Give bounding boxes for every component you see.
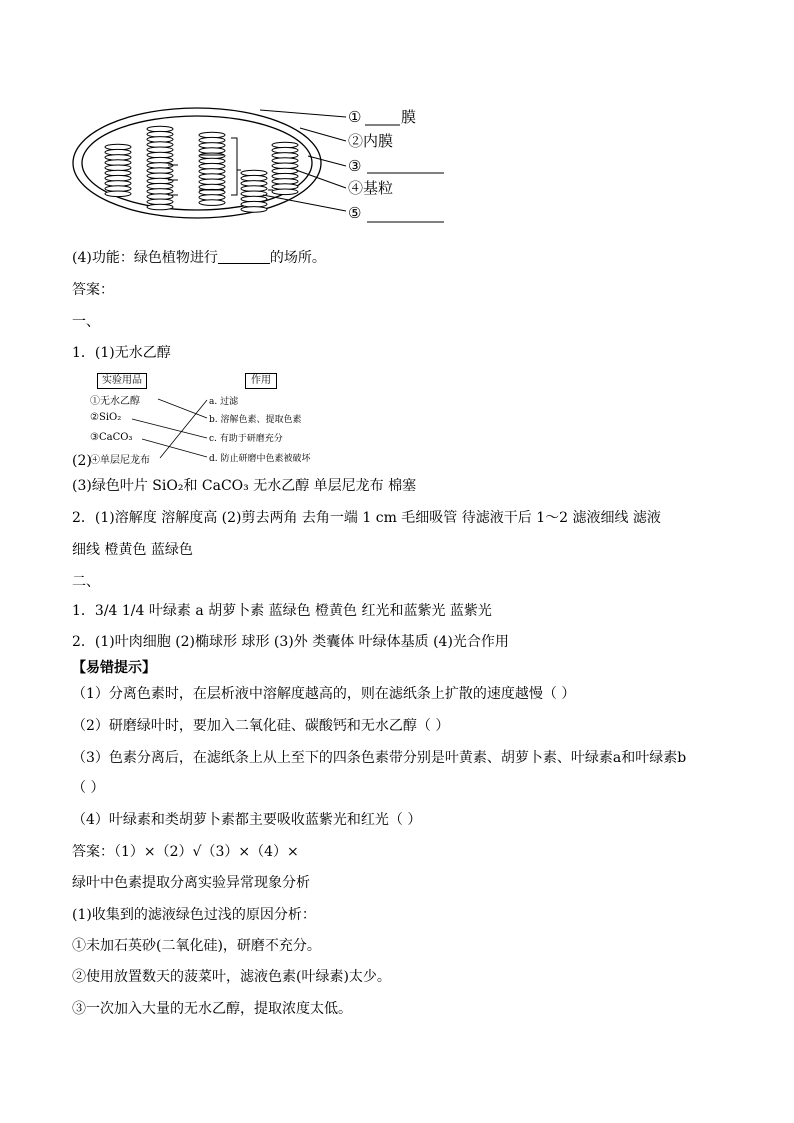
- answer-title: 答案：: [72, 282, 114, 298]
- analysis-item-2: ②使用放置数天的菠菜叶，滤液色素(叶绿素)太少。: [72, 969, 391, 985]
- analysis-item-3: ③一次加入大量的无水乙醇，提取浓度太低。: [72, 1001, 352, 1017]
- thylakoid-disc: [241, 207, 267, 213]
- label-3: ③: [348, 157, 362, 175]
- thylakoid-disc: [272, 189, 298, 195]
- label-5: ⑤: [348, 204, 362, 222]
- errors-answer: 答案：（1）×（2）√（3）×（4）×: [72, 844, 299, 860]
- matching-lines: [88, 371, 358, 469]
- label-2: ②内膜: [348, 132, 394, 150]
- sec1-b1: 2．(1)溶解度 溶解度高 (2)剪去两角 去角一端 1 cm 毛细吸管 待滤液干后 1～2 滤液细线 滤液: [72, 510, 661, 526]
- error-item-2: （2）研磨绿叶时，要加入二氧化硅、碳酸钙和无水乙醇（ ）: [72, 718, 450, 734]
- error-item-4: （4）叶绿素和类胡萝卜素都主要吸收蓝紫光和红光（ ）: [72, 812, 422, 828]
- sec1-a3: (3)绿色叶片 SiO₂和 CaCO₃ 无水乙醇 单层尼龙布 棉塞: [72, 478, 417, 494]
- item-left-3: ③CaCO₃: [90, 432, 133, 443]
- label-1: ①: [348, 108, 362, 126]
- thylakoid-disc: [147, 204, 173, 210]
- label-4: ④基粒: [348, 179, 394, 197]
- sec2-a1: 1．3/4 1/4 叶绿素 a 胡萝卜素 蓝绿色 橙黄色 红光和蓝紫光 蓝紫光: [72, 603, 492, 619]
- error-item-3: （3）色素分离后，在滤纸条上从上至下的四条色素带分别是叶黄素、胡萝卜素、叶绿素a和叶绿素b: [72, 750, 687, 766]
- chloroplast-diagram: [60, 100, 460, 235]
- thylakoid-disc: [199, 200, 225, 206]
- table-header-right: 作用: [245, 373, 277, 389]
- analysis-sub: (1)收集到的滤液绿色过浅的原因分析：: [72, 907, 316, 923]
- matching-figure: [88, 371, 358, 469]
- item-right-d: d. 防止研磨中色素被破坏: [209, 454, 311, 464]
- error-item-1: （1）分离色素时，在层析液中溶解度越高的，则在滤纸条上扩散的速度越慢（ ）: [72, 686, 576, 702]
- thylakoid-disc: [105, 191, 131, 197]
- sec1-a1: 1．(1)无水乙醇: [72, 345, 171, 361]
- table-header-left: 实验用品: [97, 373, 147, 389]
- errors-title: 【易错提示】: [72, 660, 156, 676]
- section-1-heading: 一、: [72, 314, 100, 330]
- section-2-heading: 二、: [72, 574, 100, 590]
- item-left-1: ①无水乙醇: [90, 396, 140, 407]
- item-right-a: a. 过滤: [209, 397, 239, 407]
- analysis-item-1: ①未加石英砂(二氧化硅)，研磨不充分。: [72, 938, 321, 954]
- label-1-name: 膜: [401, 108, 417, 126]
- item-left-2: ②SiO₂: [90, 412, 122, 423]
- item-right-b: b. 溶解色素、提取色素: [209, 415, 302, 425]
- error-item-3-blank: （ ）: [72, 780, 105, 796]
- q4-function: (4)功能：绿色植物进行 的场所。: [72, 250, 326, 266]
- analysis-title: 绿叶中色素提取分离实验异常现象分析: [72, 875, 310, 891]
- sec2-a2: 2．(1)叶肉细胞 (2)椭球形 球形 (3)外 类囊体 叶绿体基质 (4)光合作用: [72, 634, 509, 650]
- sec1-a2-prefix: (2): [72, 453, 92, 469]
- sec1-b2: 细线 橙黄色 蓝绿色: [72, 542, 193, 558]
- item-left-4: ④单层尼龙布: [90, 455, 150, 466]
- item-right-c: c. 有助于研磨充分: [209, 434, 283, 444]
